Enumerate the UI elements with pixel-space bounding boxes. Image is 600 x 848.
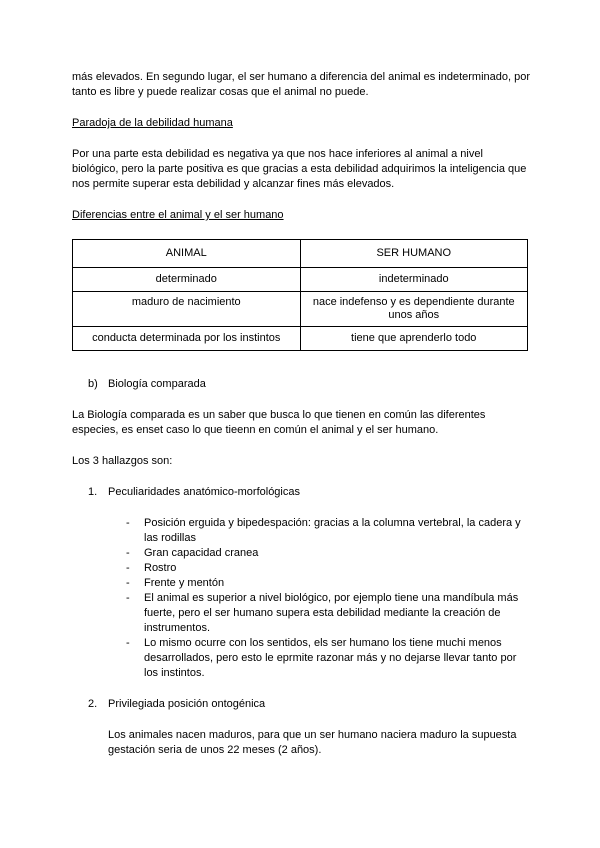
dash-marker: - xyxy=(126,562,130,574)
comparison-table xyxy=(72,239,528,351)
list-item xyxy=(126,561,532,576)
list-item-text: El animal es superior a nivel biológico, por ejemplo tiene una mandíbula más fuerte, pero el ser humano supera esta debilidad mediante la creación de instrumentos. xyxy=(144,592,519,634)
dash-marker: - xyxy=(126,592,130,604)
biologia-subheading xyxy=(88,377,532,392)
hallazgo-1-list xyxy=(72,516,532,681)
table-header-cell: SER HUMANO xyxy=(300,240,528,268)
intro-paragraph: más elevados. En segundo lugar, el ser humano a diferencia del animal es indeterminado, por tanto es libre y puede realizar cosas que el animal no puede. xyxy=(72,71,530,98)
list-item xyxy=(126,516,532,546)
hallazgo-2-number: 2. xyxy=(88,698,98,710)
dash-marker: - xyxy=(126,577,130,589)
list-item xyxy=(126,546,532,561)
table-cell: indeterminado xyxy=(300,268,528,292)
hallazgo-1-title: Peculiaridades anatómico-morfológicas xyxy=(108,486,300,498)
hallazgo-1-heading xyxy=(88,485,532,500)
table-row xyxy=(73,327,528,351)
hallazgo-2-paragraph: Los animales nacen maduros, para que un ser humano naciera maduro la supuesta gestación seria de unos 22 meses (2 años). xyxy=(108,729,517,756)
table-row xyxy=(73,268,528,292)
list-item xyxy=(126,636,532,681)
list-item xyxy=(126,591,532,636)
dash-marker: - xyxy=(126,517,130,529)
list-item-text: Gran capacidad cranea xyxy=(144,547,259,559)
hallazgos-intro: Los 3 hallazgos son: xyxy=(72,455,173,467)
table-cell: determinado xyxy=(73,268,301,292)
document-page xyxy=(72,70,532,774)
hallazgo-2-heading xyxy=(88,697,532,712)
paradoja-paragraph: Por una parte esta debilidad es negativa ya que nos hace inferiores al animal a nivel biológico, pero la parte positiva es que gracias a esta debilidad adquirimos la inteligencia que nos permite superar esta debilidad y alcanzar fines más elevados. xyxy=(72,148,527,190)
biologia-title: Biología comparada xyxy=(108,378,206,390)
paradoja-heading: Paradoja de la debilidad humana xyxy=(72,117,233,129)
list-item-text: Rostro xyxy=(144,562,177,574)
list-item-text: Posición erguida y bipedespación: gracias a la columna vertebral, la cadera y las rodillas xyxy=(144,517,521,544)
table-header-cell: ANIMAL xyxy=(73,240,301,268)
dash-marker: - xyxy=(126,637,130,649)
table-cell: nace indefenso y es dependiente durante unos años xyxy=(300,292,528,327)
hallazgo-2-title: Privilegiada posición ontogénica xyxy=(108,698,266,710)
hallazgo-1-number: 1. xyxy=(88,486,98,498)
diferencias-heading: Diferencias entre el animal y el ser humano xyxy=(72,209,284,221)
list-item-text: Frente y mentón xyxy=(144,577,225,589)
list-item xyxy=(126,576,532,591)
biologia-paragraph: La Biología comparada es un saber que busca lo que tienen en común las diferentes especies, es enset caso lo que tieenn en común el animal y el ser humano. xyxy=(72,409,486,436)
table-header-row xyxy=(73,240,528,268)
table-cell: conducta determinada por los instintos xyxy=(73,327,301,351)
list-item-text: Lo mismo ocurre con los sentidos, els ser humano los tiene muchi menos desarrollados, pero esto le eprmite razonar más y no dejarse llevar tanto por los instintos. xyxy=(144,637,517,679)
table-cell: maduro de nacimiento xyxy=(73,292,301,327)
table-row xyxy=(73,292,528,327)
table-cell: tiene que aprenderlo todo xyxy=(300,327,528,351)
biologia-label: b) xyxy=(88,378,98,390)
dash-marker: - xyxy=(126,547,130,559)
